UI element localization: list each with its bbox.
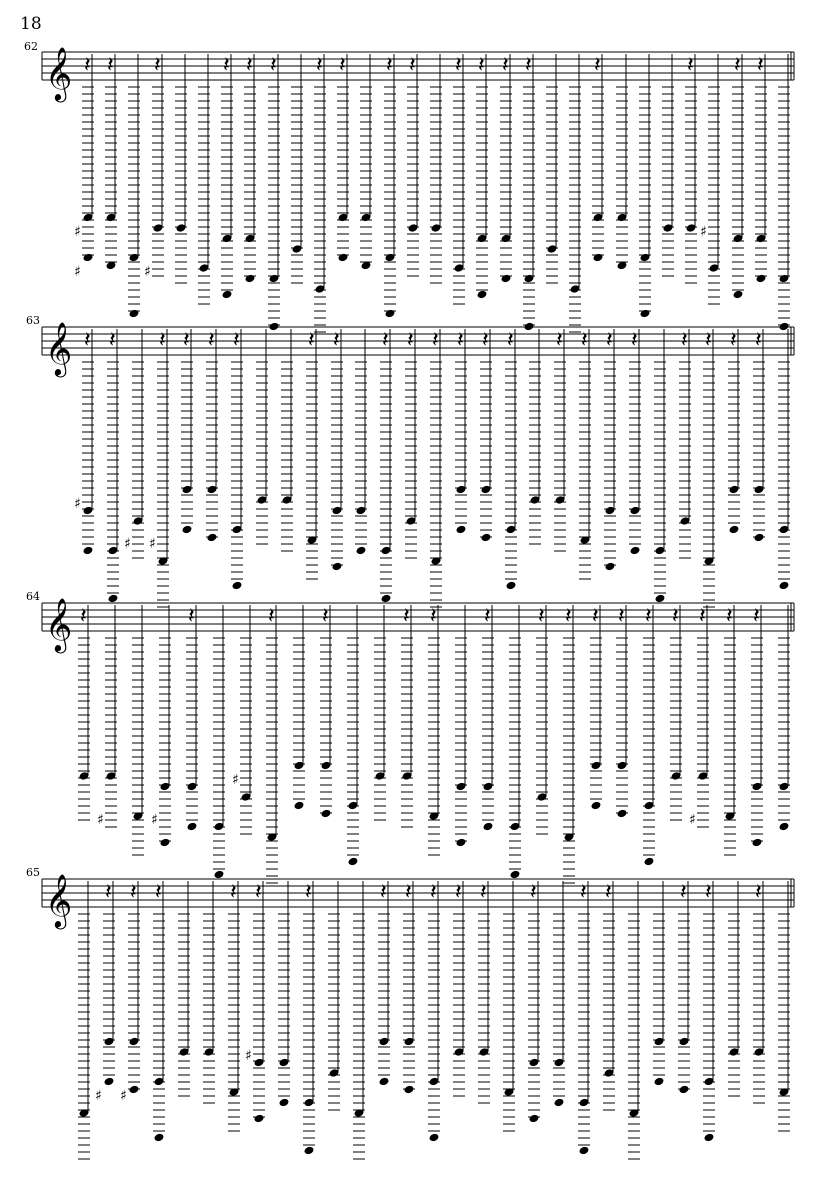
- quarter-rest-icon: 𝄽: [430, 880, 437, 905]
- quarter-rest-icon: 𝄽: [755, 328, 762, 353]
- note-head: [304, 1146, 315, 1156]
- quarter-rest-icon: 𝄽: [455, 53, 462, 78]
- note-head: [605, 562, 616, 572]
- note-head: [379, 1077, 390, 1087]
- quarter-rest-icon: 𝄽: [556, 328, 563, 353]
- sharp-icon: ♯: [689, 812, 696, 828]
- quarter-rest-icon: 𝄽: [645, 604, 652, 629]
- note-head: [104, 1077, 115, 1087]
- note-head: [279, 1098, 290, 1108]
- quarter-rest-icon: 𝄽: [109, 328, 116, 353]
- note-head: [232, 581, 243, 591]
- quarter-rest-icon: 𝄽: [482, 328, 489, 353]
- note-head: [404, 1085, 415, 1095]
- note-head: [704, 1133, 715, 1143]
- note-head: [222, 290, 233, 300]
- quarter-rest-icon: 𝄽: [270, 53, 277, 78]
- quarter-rest-icon: 𝄽: [208, 328, 215, 353]
- note-head: [83, 253, 94, 263]
- quarter-rest-icon: 𝄽: [105, 880, 112, 905]
- note-head: [779, 822, 790, 832]
- quarter-rest-icon: 𝄽: [507, 328, 514, 353]
- page-number: 18: [20, 14, 42, 34]
- quarter-rest-icon: 𝄽: [333, 328, 340, 353]
- quarter-rest-icon: 𝄽: [705, 880, 712, 905]
- sharp-icon: ♯: [120, 1088, 127, 1104]
- quarter-rest-icon: 𝄽: [430, 604, 437, 629]
- note-head: [207, 533, 218, 543]
- quarter-rest-icon: 𝄽: [405, 880, 412, 905]
- quarter-rest-icon: 𝄽: [734, 53, 741, 78]
- sharp-icon: ♯: [74, 224, 81, 240]
- quarter-rest-icon: 𝄽: [757, 53, 764, 78]
- note-head: [593, 253, 604, 263]
- quarter-rest-icon: 𝄽: [403, 604, 410, 629]
- note-head: [456, 838, 467, 848]
- quarter-rest-icon: 𝄽: [322, 604, 329, 629]
- quarter-rest-icon: 𝄽: [605, 880, 612, 905]
- sharp-icon: ♯: [74, 496, 81, 512]
- quarter-rest-icon: 𝄽: [80, 604, 87, 629]
- note-head: [630, 546, 641, 556]
- quarter-rest-icon: 𝄽: [594, 53, 601, 78]
- quarter-rest-icon: 𝄽: [339, 53, 346, 78]
- quarter-rest-icon: 𝄽: [268, 604, 275, 629]
- quarter-rest-icon: 𝄽: [680, 880, 687, 905]
- quarter-rest-icon: 𝄽: [316, 53, 323, 78]
- note-head: [83, 546, 94, 556]
- note-head: [214, 870, 225, 880]
- note-head: [655, 594, 666, 604]
- quarter-rest-icon: 𝄽: [755, 880, 762, 905]
- note-head: [779, 581, 790, 591]
- quarter-rest-icon: 𝄽: [525, 53, 532, 78]
- measure-number-62: 62: [24, 40, 38, 53]
- note-head: [332, 562, 343, 572]
- note-head: [356, 546, 367, 556]
- note-head: [321, 809, 332, 819]
- quarter-rest-icon: 𝄽: [753, 604, 760, 629]
- note-head: [654, 1077, 665, 1087]
- treble-clef-icon: 𝄞: [45, 46, 73, 100]
- sharp-icon: ♯: [149, 536, 156, 552]
- note-head: [254, 1114, 265, 1124]
- note-head: [129, 309, 140, 319]
- note-head: [429, 1133, 440, 1143]
- measure-number-64: 64: [26, 590, 40, 603]
- note-head: [524, 322, 535, 332]
- quarter-rest-icon: 𝄽: [107, 53, 114, 78]
- sharp-icon: ♯: [151, 812, 158, 828]
- note-head: [640, 309, 651, 319]
- note-head: [456, 525, 467, 535]
- quarter-rest-icon: 𝄽: [188, 604, 195, 629]
- quarter-rest-icon: 𝄽: [407, 328, 414, 353]
- note-head: [385, 309, 396, 319]
- quarter-rest-icon: 𝄽: [538, 604, 545, 629]
- quarter-rest-icon: 𝄽: [155, 880, 162, 905]
- sharp-icon: ♯: [144, 264, 151, 280]
- quarter-rest-icon: 𝄽: [305, 880, 312, 905]
- quarter-rest-icon: 𝄽: [255, 880, 262, 905]
- note-head: [477, 290, 488, 300]
- sharp-icon: ♯: [74, 264, 81, 280]
- quarter-rest-icon: 𝄽: [308, 328, 315, 353]
- note-head: [501, 274, 512, 284]
- quarter-rest-icon: 𝄽: [130, 880, 137, 905]
- note-head: [733, 290, 744, 300]
- quarter-rest-icon: 𝄽: [480, 880, 487, 905]
- sharp-icon: ♯: [232, 772, 239, 788]
- note-head: [154, 1133, 165, 1143]
- note-head: [729, 525, 740, 535]
- note-head: [108, 594, 119, 604]
- quarter-rest-icon: 𝄽: [705, 328, 712, 353]
- quarter-rest-icon: 𝄽: [246, 53, 253, 78]
- quarter-rest-icon: 𝄽: [484, 604, 491, 629]
- note-head: [338, 253, 349, 263]
- treble-clef-icon: 𝄞: [45, 873, 73, 927]
- note-head: [182, 525, 193, 535]
- note-head: [591, 801, 602, 811]
- treble-clef-icon: 𝄞: [45, 597, 73, 651]
- note-head: [187, 822, 198, 832]
- note-head: [679, 1085, 690, 1095]
- note-head: [554, 1098, 565, 1108]
- quarter-rest-icon: 𝄽: [726, 604, 733, 629]
- treble-clef-icon: 𝄞: [45, 321, 73, 375]
- quarter-rest-icon: 𝄽: [382, 328, 389, 353]
- note-head: [481, 533, 492, 543]
- note-head: [381, 594, 392, 604]
- quarter-rest-icon: 𝄽: [581, 328, 588, 353]
- note-head: [160, 838, 171, 848]
- quarter-rest-icon: 𝄽: [159, 328, 166, 353]
- note-head: [129, 1085, 140, 1095]
- quarter-rest-icon: 𝄽: [580, 880, 587, 905]
- quarter-rest-icon: 𝄽: [154, 53, 161, 78]
- quarter-rest-icon: 𝄽: [223, 53, 230, 78]
- quarter-rest-icon: 𝄽: [183, 328, 190, 353]
- quarter-rest-icon: 𝄽: [687, 53, 694, 78]
- note-head: [617, 809, 628, 819]
- note-head: [529, 1114, 540, 1124]
- sharp-icon: ♯: [700, 224, 707, 240]
- measure-number-63: 63: [26, 314, 40, 327]
- note-head: [644, 857, 655, 867]
- note-head: [752, 838, 763, 848]
- note-head: [294, 801, 305, 811]
- sharp-icon: ♯: [97, 812, 104, 828]
- note-head: [245, 274, 256, 284]
- quarter-rest-icon: 𝄽: [681, 328, 688, 353]
- quarter-rest-icon: 𝄽: [409, 53, 416, 78]
- note-head: [579, 1146, 590, 1156]
- quarter-rest-icon: 𝄽: [386, 53, 393, 78]
- quarter-rest-icon: 𝄽: [230, 880, 237, 905]
- quarter-rest-icon: 𝄽: [730, 328, 737, 353]
- quarter-rest-icon: 𝄽: [478, 53, 485, 78]
- quarter-rest-icon: 𝄽: [672, 604, 679, 629]
- sharp-icon: ♯: [95, 1088, 102, 1104]
- quarter-rest-icon: 𝄽: [233, 328, 240, 353]
- sharp-icon: ♯: [124, 536, 131, 552]
- quarter-rest-icon: 𝄽: [631, 328, 638, 353]
- quarter-rest-icon: 𝄽: [455, 880, 462, 905]
- note-head: [756, 274, 767, 284]
- note-head: [506, 581, 517, 591]
- note-head: [510, 870, 521, 880]
- quarter-rest-icon: 𝄽: [84, 53, 91, 78]
- note-head: [483, 822, 494, 832]
- quarter-rest-icon: 𝄽: [592, 604, 599, 629]
- quarter-rest-icon: 𝄽: [432, 328, 439, 353]
- quarter-rest-icon: 𝄽: [502, 53, 509, 78]
- quarter-rest-icon: 𝄽: [618, 604, 625, 629]
- quarter-rest-icon: 𝄽: [530, 880, 537, 905]
- quarter-rest-icon: 𝄽: [565, 604, 572, 629]
- note-head: [269, 322, 280, 332]
- note-head: [754, 533, 765, 543]
- sharp-icon: ♯: [245, 1048, 252, 1064]
- measure-number-65: 65: [26, 866, 40, 879]
- quarter-rest-icon: 𝄽: [457, 328, 464, 353]
- note-head: [348, 857, 359, 867]
- quarter-rest-icon: 𝄽: [606, 328, 613, 353]
- quarter-rest-icon: 𝄽: [699, 604, 706, 629]
- quarter-rest-icon: 𝄽: [84, 328, 91, 353]
- quarter-rest-icon: 𝄽: [380, 880, 387, 905]
